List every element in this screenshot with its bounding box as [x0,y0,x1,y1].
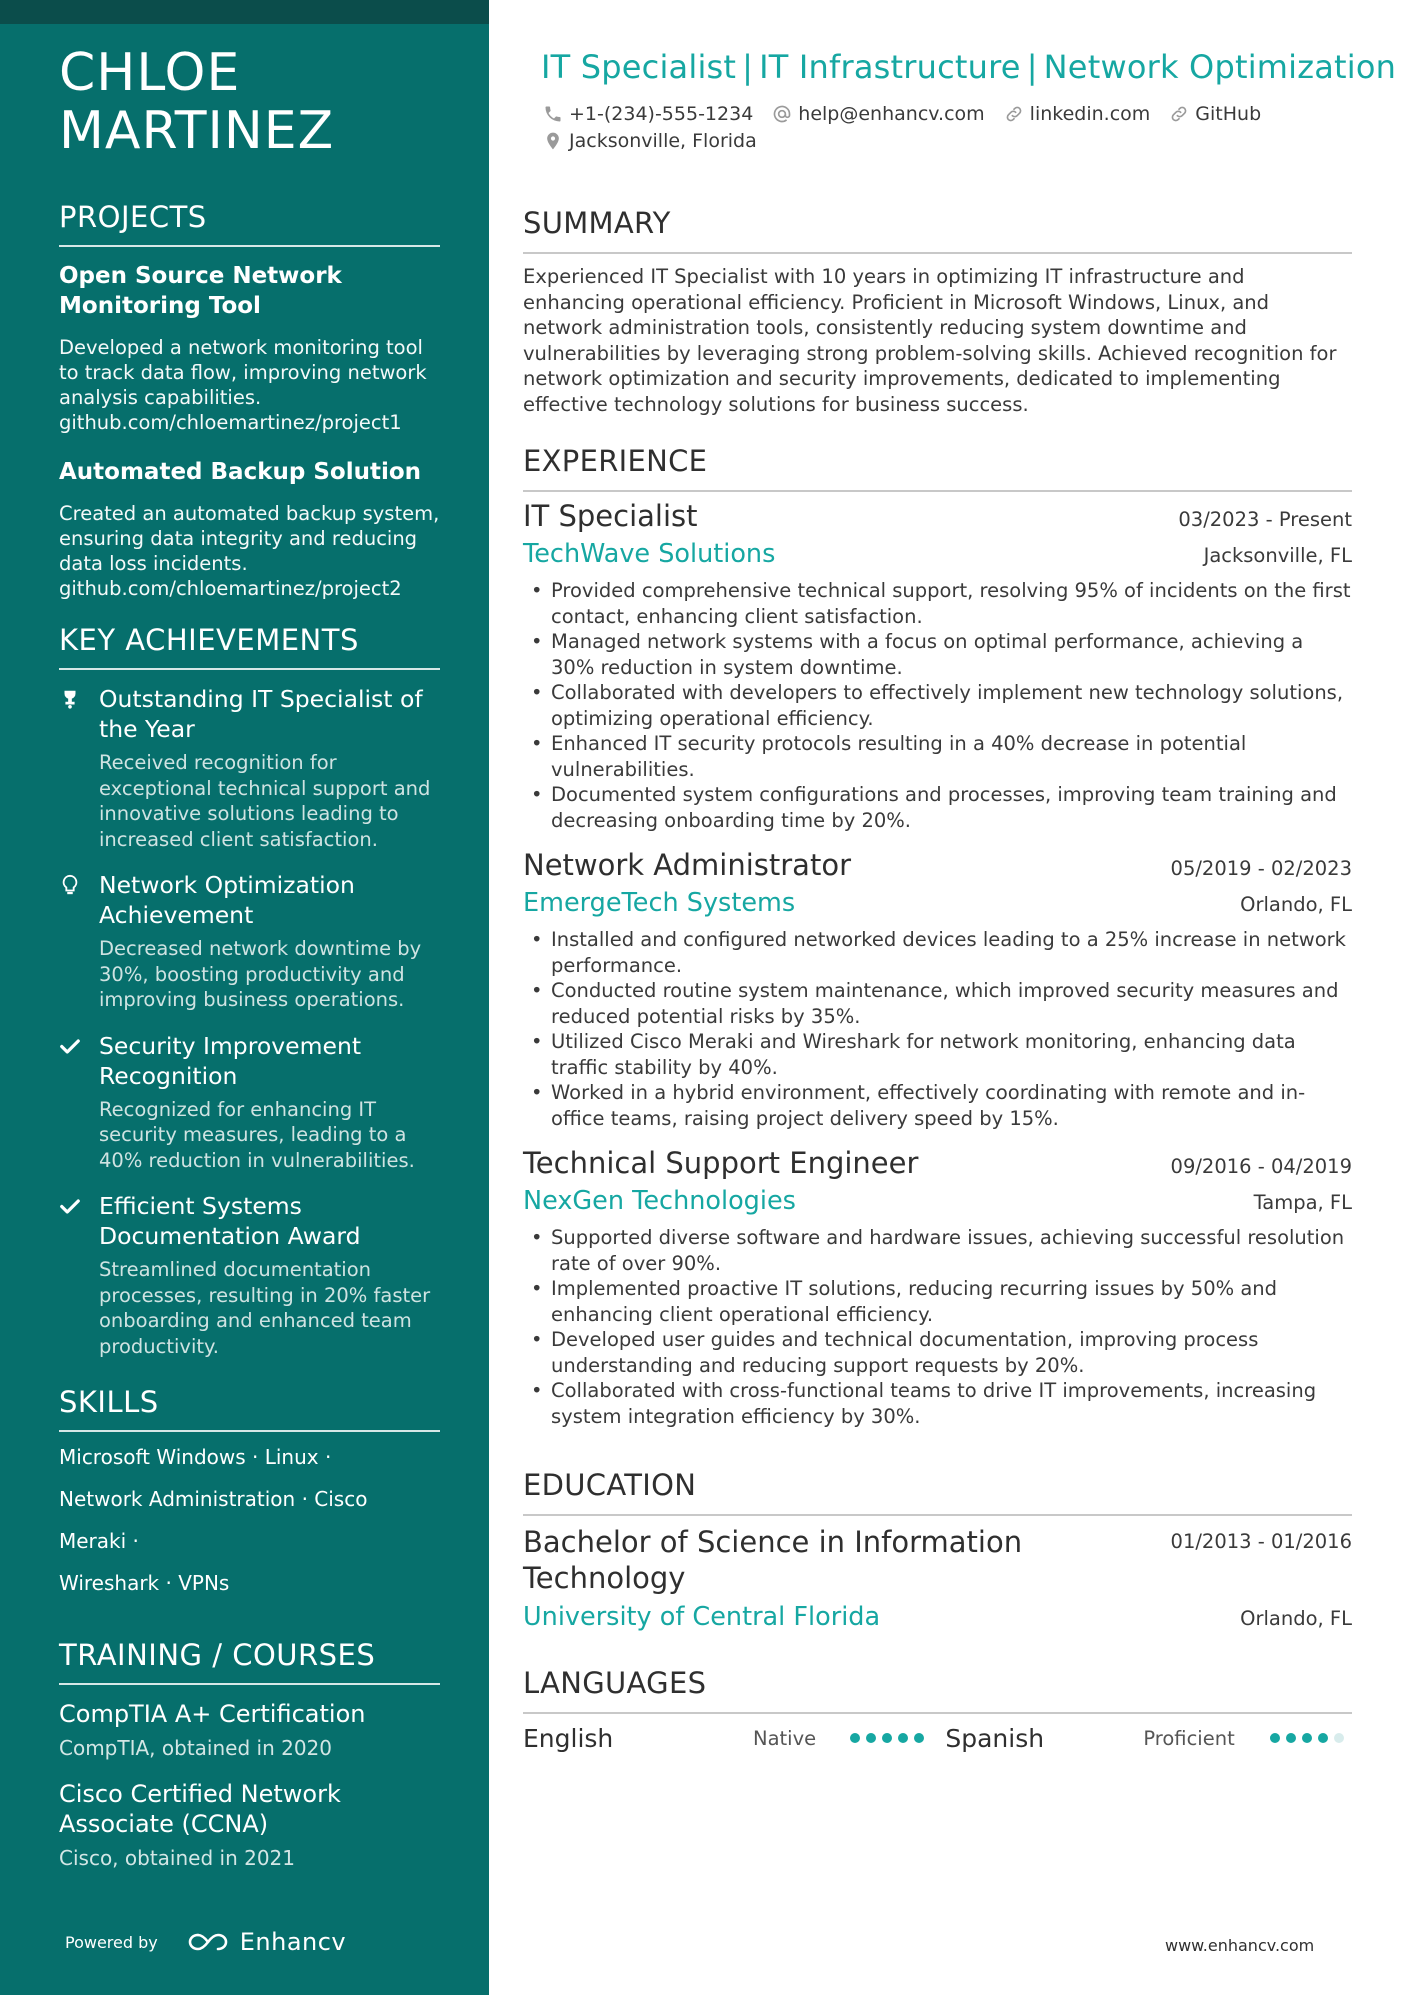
education-school: University of Central Florida [523,1602,881,1632]
trophy-icon [59,684,99,710]
phone-text: +1-(234)-555-1234 [569,102,754,125]
enhancv-logo[interactable] [186,1928,346,1956]
job-company: NexGen Technologies [523,1186,796,1216]
summary-text: Experienced IT Specialist with 10 years in optimizing IT infrastructure and enhancing operational efficiency. Proficient in Microsoft Windows, Linux, and network administration tools, consistently reducing system downtime and vulnerabilities by leveraging strong problem-solving skills. Achieved recognition for network optimization and security improvements, dedicated to implementing effective technology solutions for business success. [523,265,1337,416]
projects-section [59,200,440,601]
job-entry [523,496,1352,833]
project-title: Open Source Network Monitoring Tool [59,263,342,319]
project-description: Developed a network monitoring tool to track data flow, improving network analysis capabilities. github.com/chloemartinez/project1 [59,336,427,434]
headline-separator: | [1026,48,1038,86]
brand-name: Enhancv [239,1928,347,1956]
skills-section [59,1385,440,1604]
achievement-title: Network Optimization Achievement [99,871,355,929]
language-item [523,1724,945,1753]
sidebar-top-strip [0,0,489,24]
powered-by [65,1928,346,1956]
achievements-section [59,623,440,1359]
rating-dot-filled [850,1733,860,1743]
job-bullet: • Worked in a hybrid environment, effectively coordinating with remote and in-office teams, raising project delivery speed by 15%. [523,1080,1352,1131]
rating-dot-empty [1334,1733,1344,1743]
rating-dot-filled [914,1733,924,1743]
headline-role: IT Specialist [541,48,737,86]
skills-line: Network Administration · Cisco Meraki · [59,1487,368,1553]
job-entry [523,845,1352,1131]
powered-by-label: Powered by [65,1932,158,1952]
job-location: Tampa, FL [1253,1191,1352,1214]
achievement-title: Efficient Systems Documentation Award [99,1192,361,1250]
job-company: EmergeTech Systems [523,888,796,918]
language-name: Spanish [945,1723,1045,1753]
job-bullets [523,1225,1352,1429]
job-bullets [523,578,1352,833]
headline-role: IT Infrastructure [759,48,1021,86]
projects-heading: PROJECTS [59,200,440,247]
languages-heading: LANGUAGES [523,1666,1352,1714]
achievement-item [59,1031,440,1174]
achievement-title: Outstanding IT Specialist of the Year [99,685,423,743]
achievement-item [59,870,440,1013]
language-level: Proficient [1143,1726,1235,1750]
at-icon [772,104,792,124]
education-location: Orlando, FL [1240,1607,1352,1630]
infinity-icon [186,1930,232,1954]
job-title: IT Specialist [523,499,698,533]
project-item [59,261,440,435]
course-provider: CompTIA, obtained in 2020 [59,1736,332,1760]
job-bullet: • Utilized Cisco Meraki and Wireshark for network monitoring, enhancing data traffic stability by 40%. [523,1029,1352,1080]
job-title: Technical Support Engineer [523,1146,919,1180]
skills-line: Microsoft Windows · Linux · [59,1445,332,1469]
linkedin-contact[interactable] [1004,103,1151,125]
location-contact [543,130,757,152]
job-bullet: • Enhanced IT security protocols resulting in a 40% decrease in potential vulnerabilities. [523,731,1352,782]
candidate-name [59,44,440,160]
rating-dot-filled [1318,1733,1328,1743]
github-contact[interactable] [1169,103,1261,125]
job-entry [523,1143,1352,1429]
github-text: GitHub [1195,102,1262,125]
rating-dot-filled [1302,1733,1312,1743]
language-name: English [523,1723,614,1753]
achievement-description: Decreased network downtime by 30%, boosting productivity and improving business operations. [99,937,422,1011]
languages-section [523,1666,1352,1760]
course-item [59,1699,440,1761]
rating-dot-filled [882,1733,892,1743]
achievements-heading: KEY ACHIEVEMENTS [59,623,440,670]
location-pin-icon [543,131,563,151]
achievement-description: Streamlined documentation processes, resulting in 20% faster onboarding and enhanced team productivity. [99,1258,431,1358]
achievement-item [59,1191,440,1359]
rating-dot-filled [898,1733,908,1743]
job-bullet: • Installed and configured networked devices leading to a 25% increase in network performance. [523,927,1352,978]
job-title: Network Administrator [523,848,851,882]
job-bullet: • Implemented proactive IT solutions, reducing recurring issues by 50% and enhancing client operational efficiency. [523,1276,1352,1327]
location-text: Jacksonville, Florida [569,129,757,152]
experience-heading: EXPERIENCE [523,444,1352,492]
phone-contact[interactable] [543,103,753,125]
job-location: Jacksonville, FL [1203,544,1352,567]
linkedin-text: linkedin.com [1029,102,1151,125]
headline-role: Network Optimization [1043,48,1397,86]
skills-line: Wireshark · VPNs [59,1571,230,1595]
job-bullet: • Supported diverse software and hardware issues, achieving successful resolution rate of over 90%. [523,1225,1352,1276]
job-dates: 05/2019 - 02/2023 [1170,857,1352,880]
project-item [59,457,440,601]
job-company: TechWave Solutions [523,539,776,569]
headline-separator: | [742,48,754,86]
sidebar [0,0,489,1995]
project-title: Automated Backup Solution [59,459,422,485]
course-title: CompTIA A+ Certification [59,1700,366,1728]
job-bullet: • Provided comprehensive technical support, resolving 95% of incidents on the first contact, enhancing client satisfaction. [523,578,1352,629]
training-section [59,1638,440,1871]
language-rating [1270,1733,1350,1743]
experience-section [523,444,1352,1441]
course-item [59,1779,440,1871]
footer-website[interactable]: www.enhancv.com [1165,1936,1315,1955]
achievement-description: Received recognition for exceptional technical support and innovative solutions leading to increased client satisfaction. [99,751,431,851]
check-icon [59,1031,99,1057]
job-bullet: • Managed network systems with a focus on optimal performance, achieving a 30% reduction in system downtime. [523,629,1352,680]
job-bullet: • Collaborated with developers to effectively implement new technology solutions, optimizing operational efficiency. [523,680,1352,731]
link-icon [1004,104,1024,124]
achievement-item [59,684,440,852]
email-text: help@enhancv.com [798,102,985,125]
last-name: MARTINEZ [59,101,335,161]
job-bullet: • Documented system configurations and processes, improving team training and decreasing onboarding time by 20%. [523,782,1352,833]
achievement-description: Recognized for enhancing IT security measures, leading to a 40% reduction in vulnerabilities. [99,1097,415,1172]
job-bullets [523,927,1352,1131]
lightbulb-icon [59,870,99,896]
education-section [523,1468,1352,1632]
job-bullet: • Collaborated with cross-functional teams to drive IT improvements, increasing system integration efficiency by 30%. [523,1378,1352,1429]
job-location: Orlando, FL [1240,893,1352,916]
summary-section [523,206,1352,417]
project-description: Created an automated backup system, ensuring data integrity and reducing data loss incidents. github.com/chloemartinez/project2 [59,502,440,600]
rating-dot-filled [866,1733,876,1743]
education-heading: EDUCATION [523,1468,1352,1516]
summary-heading: SUMMARY [523,206,1352,254]
job-bullet: • Conducted routine system maintenance, which improved security measures and reduced potential risks by 35%. [523,978,1352,1029]
language-item [945,1724,1352,1753]
rating-dot-filled [1270,1733,1280,1743]
phone-icon [543,104,563,124]
email-contact[interactable] [772,103,984,125]
language-rating [850,1733,930,1743]
course-provider: Cisco, obtained in 2021 [59,1846,295,1870]
job-bullet: • Developed user guides and technical documentation, improving process understanding and reducing support requests by 20%. [523,1327,1352,1378]
language-level: Native [753,1726,817,1750]
contact-info [543,100,1343,154]
check-icon [59,1191,99,1217]
first-name: CHLOE [59,43,241,103]
rating-dot-filled [1286,1733,1296,1743]
job-dates: 03/2023 - Present [1178,508,1352,531]
achievement-title: Security Improvement Recognition [99,1031,362,1090]
education-degree: Bachelor of Science in Information Technology [523,1525,1023,1595]
skills-heading: SKILLS [59,1385,440,1432]
course-title: Cisco Certified Network Associate (CCNA) [59,1780,341,1838]
education-dates: 01/2013 - 01/2016 [1170,1530,1352,1553]
headline [541,48,1397,86]
job-dates: 09/2016 - 04/2019 [1170,1155,1352,1178]
link-icon [1169,104,1189,124]
training-heading: TRAINING / COURSES [59,1638,440,1685]
